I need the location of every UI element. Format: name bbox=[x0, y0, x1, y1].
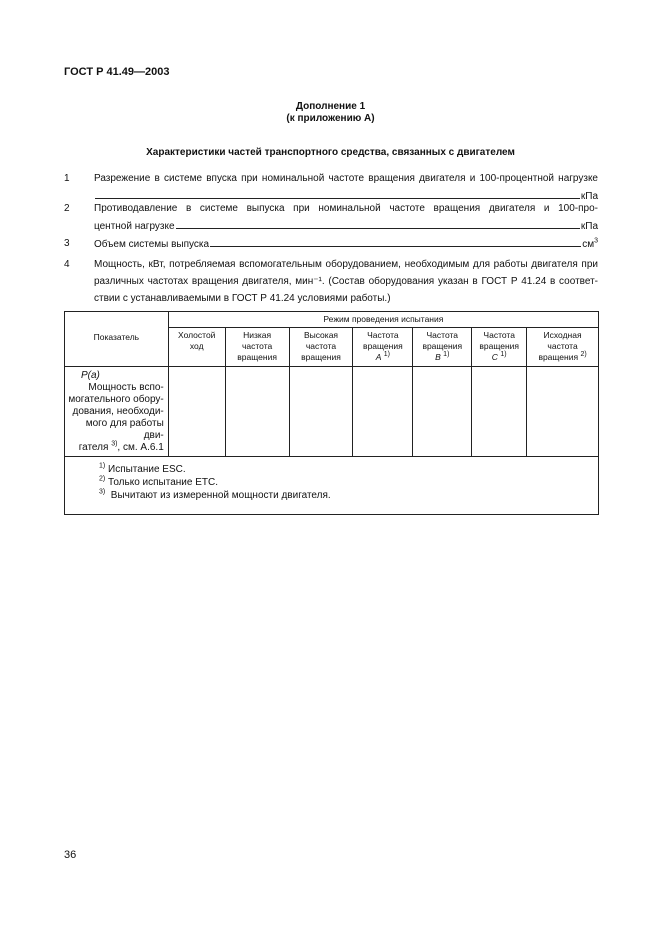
cell-idle bbox=[168, 367, 225, 457]
col-speed-c: Частота вращения C $^{1)}$ bbox=[472, 328, 527, 367]
cell-reference-speed bbox=[527, 367, 599, 457]
list-item-1 bbox=[64, 170, 598, 204]
unit: кПа bbox=[580, 221, 598, 232]
unit: $см^3$ bbox=[582, 237, 598, 250]
annex-title: Дополнение 1 bbox=[295, 101, 366, 112]
test-mode-table bbox=[64, 311, 599, 515]
list-item-4 bbox=[64, 256, 598, 307]
page-number: 36 bbox=[64, 849, 77, 861]
col-speed-b: Частота вращения B $^{1)}$ bbox=[413, 328, 472, 367]
col-reference-speed: Исходная частота вращения $^{2)}$ bbox=[527, 328, 599, 367]
list-item-2 bbox=[64, 200, 598, 234]
cell-speed-b bbox=[413, 367, 472, 457]
item-text: Объем системы выпуска bbox=[94, 239, 210, 250]
document-header: ГОСТ Р 41.49—2003 bbox=[64, 66, 170, 78]
item-text: Противодавление в системе выпуска при номинальной частоте вращения двигателя и 100-про- bbox=[94, 203, 598, 214]
footnote-3: $^{3)}$ Вычитают из измеренной мощности двигателя. bbox=[99, 488, 331, 501]
col-high-speed: Высокая частота вращения bbox=[289, 328, 353, 367]
cell-high-speed bbox=[289, 367, 353, 457]
table-row bbox=[65, 367, 599, 457]
col-low-speed: Низкая частота вращения bbox=[225, 328, 289, 367]
item-text: Разрежение в системе впуска при номинальной частоте вращения двигателя и 100-процентной нагрузке bbox=[94, 173, 598, 184]
col-idle: Холостой ход bbox=[168, 328, 225, 367]
blank-line bbox=[210, 235, 581, 247]
cell-speed-c bbox=[472, 367, 527, 457]
annex-subtitle: (к приложению А) bbox=[286, 113, 375, 124]
footnote-2: $^{2)}$ Только испытание ЕТС. bbox=[99, 475, 219, 488]
item-number: 3 bbox=[64, 238, 70, 249]
cell-speed-a bbox=[353, 367, 413, 457]
mode-header: Режим проведения испытания bbox=[168, 312, 598, 328]
item-number: 2 bbox=[64, 203, 70, 214]
item-text: Мощность, кВт, потребляемая вспомогательным оборудованием, необходимым для работы двигателя при bbox=[94, 259, 598, 270]
col-speed-a: Частота вращения A $^{1)}$ bbox=[353, 328, 413, 367]
footnote-1: $^{1)}$ Испытание ESC. bbox=[99, 462, 186, 475]
item-number: 4 bbox=[64, 259, 70, 270]
section-title: Характеристики частей транспортного средства, связанных с двигателем bbox=[146, 147, 515, 158]
item-text-cont: ствии с устанавливаемыми в ГОСТ Р 41.24 условиями работы.) bbox=[94, 293, 391, 304]
row-indicator: P(a) Мощность вспо- могательного обору- дования, необходи- мого для работы дви- гателя $^{3)}$, см. А.6.1 bbox=[65, 367, 169, 457]
blank-line bbox=[95, 187, 580, 199]
list-item-3 bbox=[64, 235, 598, 252]
table-footnotes bbox=[65, 457, 599, 515]
unit: кПа bbox=[580, 191, 598, 202]
cell-low-speed bbox=[225, 367, 289, 457]
blank-line bbox=[176, 217, 580, 229]
item-number: 1 bbox=[64, 173, 70, 184]
item-text-cont: центной нагрузке bbox=[94, 221, 175, 232]
item-text-cont: различных частотах вращения двигателя, мин⁻¹. (Состав оборудования указан в ГОСТ Р 41.24 в соответ- bbox=[94, 276, 598, 287]
indicator-header: Показатель bbox=[65, 312, 169, 367]
